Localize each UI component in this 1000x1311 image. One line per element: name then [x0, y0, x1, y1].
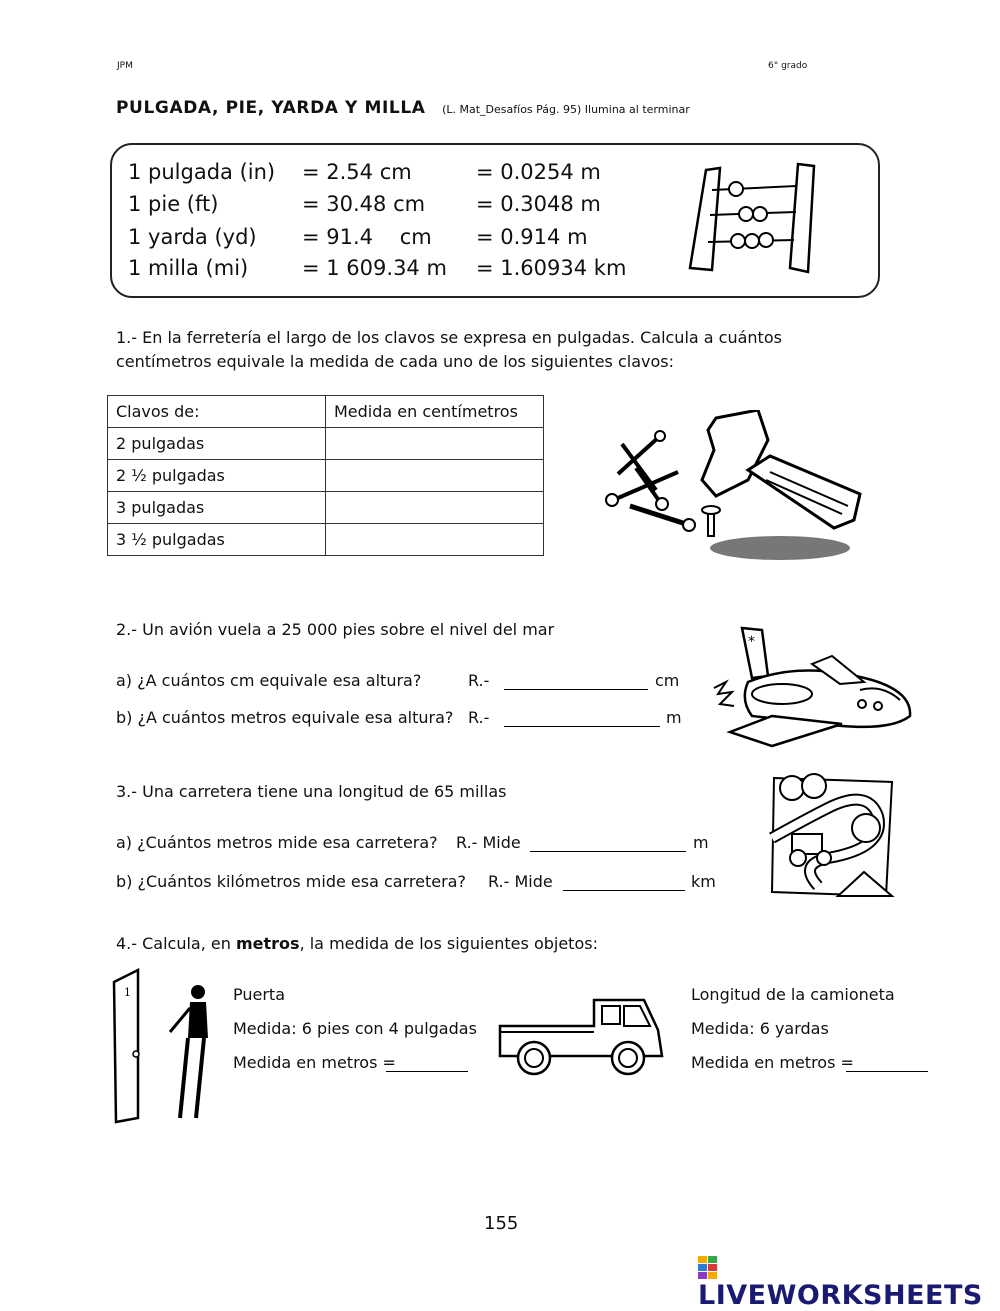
q3a-question: a) ¿Cuántos metros mide esa carretera?: [116, 833, 438, 852]
q3a-answer-field[interactable]: [530, 833, 686, 852]
door-name: Puerta: [233, 985, 286, 1004]
q4-text-pre: 4.- Calcula, en: [116, 934, 231, 953]
brand-footer: [698, 1256, 1000, 1311]
eq-cm-0: = 2.54 cm: [302, 160, 412, 184]
answer-cell[interactable]: [326, 524, 544, 556]
header-author: JPM: [117, 61, 133, 71]
q4-text-post: , la medida de los siguientes objetos:: [299, 934, 598, 953]
eq-m-1: = 0.3048 m: [476, 192, 601, 216]
q1-text-line2: centímetros equivale la medida de cada uno de los siguientes clavos:: [116, 352, 674, 371]
truck-measure: Medida: 6 yardas: [691, 1019, 829, 1038]
eq-unit-0: 1 pulgada (in): [128, 160, 276, 184]
road-illustration: [768, 768, 898, 908]
title-reference: (L. Mat_Desafíos Pág. 95) Ilumina al terminar: [442, 103, 690, 116]
door-answer-field[interactable]: [386, 1053, 468, 1072]
q2b-question: b) ¿A cuántos metros equivale esa altura?: [116, 708, 454, 727]
q2b-unit: m: [666, 708, 682, 727]
eq-unit-3: 1 milla (mi): [128, 256, 249, 280]
abacus-illustration: [686, 160, 826, 280]
q2b-prefix: R.-: [468, 708, 490, 727]
eq-cm-1: = 30.48 cm: [302, 192, 426, 216]
q3b-question: b) ¿Cuántos kilómetros mide esa carretera?: [116, 872, 466, 891]
page-number: 155: [484, 1213, 519, 1234]
q3b-answer-field[interactable]: [563, 872, 685, 891]
airplane-illustration: [712, 620, 922, 750]
liveworksheets-logo-icon: [698, 1256, 718, 1280]
truck-name: Longitud de la camioneta: [691, 985, 895, 1004]
brand-text: LIVEWORKSHEETS: [698, 1280, 983, 1311]
answer-cell[interactable]: [326, 428, 544, 460]
answer-cell[interactable]: [326, 492, 544, 524]
svg-text:*: *: [748, 634, 755, 650]
q2-text: 2.- Un avión vuela a 25 000 pies sobre el nivel del mar: [116, 620, 555, 639]
title-main: PULGADA, PIE, YARDA Y MILLA: [116, 98, 426, 118]
eq-m-2: = 0.914 m: [476, 225, 588, 249]
door-measure: Medida: 6 pies con 4 pulgadas: [233, 1019, 477, 1038]
door-number: 1: [124, 986, 131, 999]
table-row: [108, 524, 544, 556]
answer-cell[interactable]: [326, 460, 544, 492]
table-header-nails: Clavos de:: [108, 396, 326, 428]
q3a-prefix: R.- Mide: [456, 833, 521, 852]
door-man-illustration: [110, 968, 220, 1128]
table-cell-nail: 2 ½ pulgadas: [108, 460, 326, 492]
nails-table: [107, 395, 544, 556]
truck-meters-label: Medida en metros =: [691, 1053, 854, 1072]
page-title: [116, 98, 690, 118]
table-cell-nail: 2 pulgadas: [108, 428, 326, 460]
q2b-answer-field[interactable]: [504, 708, 660, 727]
hammer-nails-illustration: [598, 410, 868, 570]
truck-illustration: [494, 990, 666, 1080]
q4-text-bold: metros: [235, 934, 300, 953]
q4-text: [116, 934, 598, 953]
table-row: [108, 460, 544, 492]
table-header-row: [108, 396, 544, 428]
q3b-unit: km: [691, 872, 716, 891]
truck-answer-field[interactable]: [846, 1053, 928, 1072]
eq-cm-2: = 91.4 cm: [302, 225, 432, 249]
q3b-prefix: R.- Mide: [488, 872, 553, 891]
table-cell-nail: 3 ½ pulgadas: [108, 524, 326, 556]
q1-text-line1: 1.- En la ferretería el largo de los clavos se expresa en pulgadas. Calcula a cuántos: [116, 328, 782, 347]
eq-unit-2: 1 yarda (yd): [128, 225, 257, 249]
eq-unit-1: 1 pie (ft): [128, 192, 219, 216]
q2a-question: a) ¿A cuántos cm equivale esa altura?: [116, 671, 422, 690]
q2a-prefix: R.-: [468, 671, 490, 690]
table-row: [108, 428, 544, 460]
q2a-answer-field[interactable]: [504, 671, 648, 690]
table-row: [108, 492, 544, 524]
eq-cm-3: = 1 609.34 m: [302, 256, 447, 280]
table-cell-nail: 3 pulgadas: [108, 492, 326, 524]
q3-text: 3.- Una carretera tiene una longitud de 65 millas: [116, 782, 507, 801]
door-meters-label: Medida en metros =: [233, 1053, 396, 1072]
q3a-unit: m: [693, 833, 709, 852]
eq-m-0: = 0.0254 m: [476, 160, 601, 184]
q2a-unit: cm: [655, 671, 680, 690]
eq-m-3: = 1.60934 km: [476, 256, 627, 280]
table-header-cm: Medida en centímetros: [326, 396, 544, 428]
header-grade: 6° grado: [768, 61, 808, 71]
